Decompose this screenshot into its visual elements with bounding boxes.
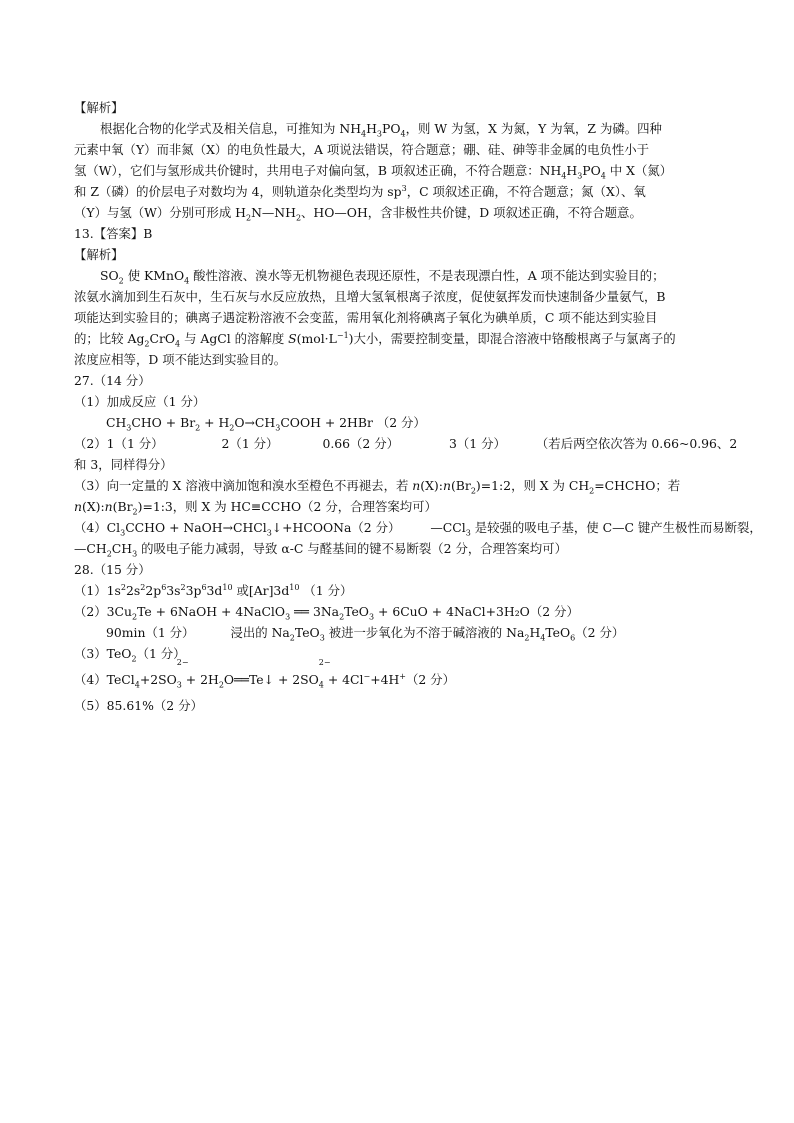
text: ，C 项叙述正确，不符合题意；氮（X）、氧 xyxy=(406,184,646,199)
text: 浸出的 Na xyxy=(230,625,290,640)
subscript: 3 xyxy=(465,528,471,538)
text: CHO + Br xyxy=(131,415,196,430)
italic-symbol: S xyxy=(288,331,297,346)
text: O══Te↓ + 2SO xyxy=(223,672,319,687)
subscript: 3 xyxy=(176,680,182,690)
text: （Y）与氢（W）分别可形成 H xyxy=(74,205,246,220)
paragraph-line xyxy=(74,139,734,160)
subscript: 2 xyxy=(245,213,252,223)
text: 浓度应相等，D 项不能达到实验目的。 xyxy=(74,352,287,367)
text: 元素中氧（Y）而非氮（X）的电负性最大，A 项说法错误，符合题意；硼、硅、砷等非金属的电负性小于 xyxy=(74,142,650,157)
answer-line xyxy=(74,658,734,690)
superscript: + xyxy=(399,671,406,681)
text: 酸性溶液、溴水等无机物褪色表现还原性，不是表现漂白性，A 项不能达到实验目的； xyxy=(189,268,665,283)
answer-line xyxy=(74,580,734,601)
text: （3）TeO xyxy=(74,646,132,661)
answer-line xyxy=(74,517,762,538)
text: 3s xyxy=(166,583,181,598)
subscript: 2 xyxy=(470,486,476,496)
subscript: 2 xyxy=(144,339,150,349)
text: 是较强的吸电子基，使 C—C 键产生极性而易断裂， xyxy=(470,520,762,535)
subscript: 3 xyxy=(120,528,126,538)
text: (X): xyxy=(420,478,443,493)
superscript: 6 xyxy=(161,582,167,592)
text: H xyxy=(529,625,541,640)
superscript: 2 xyxy=(180,582,186,592)
superscript: 6 xyxy=(201,582,207,592)
subscript: 4 xyxy=(600,171,606,181)
text: 的吸电子能力减弱，导致 α-C 与醛基间的键不易断裂（2 分，合理答案均可） xyxy=(137,541,567,556)
text: PO xyxy=(582,163,601,178)
text: TeO xyxy=(294,625,320,640)
ion-charge-stack xyxy=(176,658,189,690)
text: + 2H xyxy=(181,672,219,687)
paragraph-line xyxy=(74,328,734,349)
subscript: 2 xyxy=(106,549,112,559)
subscript: 2 xyxy=(229,423,235,433)
superscript: 2 xyxy=(140,582,146,592)
text: 使 KMnO xyxy=(123,268,185,283)
text: )=1:2，则 X 为 CH xyxy=(475,478,590,493)
charge: 2− xyxy=(318,658,331,667)
text: 和 Z（磷）的价层电子对数均为 4，则轨道杂化类型均为 sp xyxy=(74,184,402,199)
superscript: − xyxy=(363,671,371,681)
text: + H xyxy=(200,415,230,430)
text: 被进一步氧化为不溶于碱溶液的 Na xyxy=(324,625,525,640)
text: 13.【答案】B xyxy=(74,226,153,241)
text: 与 AgCl 的溶解度 xyxy=(180,331,289,346)
text: 中 X（氮） xyxy=(605,163,673,178)
subscript: 4 xyxy=(540,633,546,643)
subscript: 3 xyxy=(266,528,272,538)
text: CrO xyxy=(149,331,176,346)
answer-line xyxy=(74,643,734,664)
subscript: 4 xyxy=(184,276,190,286)
text: 浓氨水滴加到生石灰中，生石灰与水反应放热，且增大氢氧根离子浓度，促使氨挥发而快速制备少量氨气，B xyxy=(74,289,666,304)
text: ══ 3Na xyxy=(290,604,340,619)
text: 项能达到实验目的；碘离子遇淀粉溶液不会变蓝，需用氧化剂将碘离子氧化为碘单质，C 项不能达到实验目 xyxy=(74,310,658,325)
text: +4H xyxy=(370,672,400,687)
text: 0.66（2 分） xyxy=(322,436,400,451)
subscript: 3 xyxy=(319,633,325,643)
subscript: 2 xyxy=(132,507,138,517)
subscript: 3 xyxy=(577,171,583,181)
text: —CCl xyxy=(430,520,466,535)
text: CH xyxy=(111,541,133,556)
subscript: 3 xyxy=(368,612,375,622)
answer-line xyxy=(74,496,734,517)
subscript: 4 xyxy=(361,129,367,139)
subscript: 4 xyxy=(175,339,181,349)
text: （若后两空依次答为 0.66~0.96、2 xyxy=(535,436,738,451)
question-heading xyxy=(74,223,734,244)
paragraph-line xyxy=(74,118,734,139)
subscript: 2 xyxy=(132,612,138,622)
text: （5）85.61%（2 分） xyxy=(74,698,203,713)
charge: 2− xyxy=(176,658,189,667)
text: （1）1s xyxy=(74,583,121,598)
subscript: 2 xyxy=(289,633,295,643)
text: O→CH xyxy=(234,415,276,430)
text: 、HO—OH，含非极性共价键，D 项叙述正确，不符合题意。 xyxy=(301,205,642,220)
answer-content xyxy=(74,97,762,716)
text: SO xyxy=(100,268,119,283)
subscript: 3 xyxy=(126,423,132,433)
subscript: 3 xyxy=(285,612,291,622)
question-heading xyxy=(74,370,734,391)
text: （1 分） xyxy=(136,646,186,661)
answer-line xyxy=(74,391,734,412)
superscript: 10 xyxy=(289,582,300,592)
text: TeO xyxy=(344,604,369,619)
ion-charge-stack xyxy=(318,658,331,690)
superscript: 10 xyxy=(222,582,233,592)
subscript: 4 xyxy=(400,129,406,139)
section-label xyxy=(74,244,734,265)
text: （1）加成反应（1 分） xyxy=(74,394,206,409)
paragraph-line xyxy=(74,265,734,286)
answer-line xyxy=(74,538,734,559)
text: TeO xyxy=(545,625,571,640)
text: (X): xyxy=(81,499,105,514)
paragraph-line xyxy=(74,307,734,328)
answer-line xyxy=(74,622,734,643)
text: 2s xyxy=(126,583,141,598)
superscript: 2 xyxy=(120,582,127,592)
subscript: 3 xyxy=(132,549,138,559)
subscript: 2 xyxy=(589,486,595,496)
text: N—NH xyxy=(251,205,296,220)
text: CCHO + NaOH→CHCl xyxy=(125,520,267,535)
text: Te + 6NaOH + 4NaClO xyxy=(137,604,286,619)
subscript: 2 xyxy=(118,276,124,286)
text: 3（1 分） xyxy=(449,436,506,451)
answer-line xyxy=(74,454,734,475)
text: （2）1（1 分） xyxy=(74,436,164,451)
superscript: −1 xyxy=(336,330,349,340)
text: （1 分） xyxy=(299,583,353,598)
text: 根据化合物的化学式及相关信息，可推知为 NH xyxy=(100,121,362,136)
text: + 6CuO + 4NaCl+3H₂O（2 分） xyxy=(374,604,579,619)
subscript: 4 xyxy=(318,680,324,690)
section-label xyxy=(74,97,734,118)
text: H xyxy=(566,163,578,178)
text: 3p xyxy=(185,583,202,598)
question-heading xyxy=(74,559,734,580)
subscript: 2 xyxy=(339,612,345,622)
answer-line xyxy=(74,475,734,496)
text: （2 分） xyxy=(575,625,625,640)
text: （2）3Cu xyxy=(74,604,133,619)
subscript: 2 xyxy=(218,680,224,690)
text: 和 3，同样得分） xyxy=(74,457,173,472)
subscript: 2 xyxy=(131,654,137,664)
equation-line xyxy=(74,412,734,433)
superscript: 3 xyxy=(401,183,407,193)
label-text: 【解析】 xyxy=(74,247,124,262)
text: ，则 W 为氢，X 为氮，Y 为氧，Z 为磷。四种 xyxy=(405,121,662,136)
text: 90min（1 分） xyxy=(106,625,195,640)
paragraph-line xyxy=(74,286,734,307)
italic-symbol: n xyxy=(74,499,82,514)
subscript: 2 xyxy=(524,633,530,643)
text: 的；比较 Ag xyxy=(74,331,145,346)
text: 2p xyxy=(145,583,162,598)
text: 氢（W），它们与氢形成共价键时，共用电子对偏向氢，B 项叙述正确，不符合题意：NH xyxy=(74,163,562,178)
paragraph-line xyxy=(74,202,734,223)
text: 或[Ar]3d xyxy=(232,583,290,598)
answer-line xyxy=(74,695,734,716)
subscript: 2 xyxy=(295,213,302,223)
text: 27.（14 分） xyxy=(74,373,151,388)
text: 28.（15 分） xyxy=(74,562,151,577)
text: （3）向一定量的 X 溶液中滴加饱和溴水至橙色不再褪去，若 xyxy=(74,478,413,493)
text: （4）TeCl xyxy=(74,672,135,687)
subscript: 4 xyxy=(561,171,567,181)
text: CH xyxy=(106,415,127,430)
text: (Br xyxy=(112,499,133,514)
text: +2SO xyxy=(139,672,177,687)
text: H xyxy=(366,121,377,136)
text: + 4Cl xyxy=(323,672,364,687)
text: (mol·L xyxy=(296,331,337,346)
text: ↓+HCOONa（2 分） xyxy=(271,520,401,535)
text: 3d xyxy=(206,583,223,598)
text: 2（1 分） xyxy=(221,436,279,451)
text: )大小，需要控制变量，即混合溶液中铬酸根离子与氯离子的 xyxy=(348,331,676,346)
subscript: 3 xyxy=(376,129,383,139)
paragraph-line xyxy=(74,349,734,370)
text: )=1:3，则 X 为 HC≡CCHO（2 分，合理答案均可） xyxy=(137,499,437,514)
answer-line xyxy=(74,601,734,622)
text: （4）Cl xyxy=(74,520,121,535)
subscript: 2 xyxy=(195,423,201,433)
label-text: 【解析】 xyxy=(74,100,124,115)
italic-symbol: n xyxy=(442,478,451,493)
text: —CH xyxy=(74,541,107,556)
text: (Br xyxy=(450,478,471,493)
text: COOH + 2HBr （2 分） xyxy=(280,415,426,430)
text: PO xyxy=(382,121,401,136)
subscript: 4 xyxy=(134,680,140,690)
italic-symbol: n xyxy=(412,478,421,493)
subscript: 3 xyxy=(275,423,281,433)
text: =CHCHO；若 xyxy=(594,478,681,493)
italic-symbol: n xyxy=(104,499,113,514)
answer-line xyxy=(74,433,738,454)
text: （2 分） xyxy=(405,672,455,687)
subscript: 6 xyxy=(570,633,576,643)
paragraph-line xyxy=(74,181,734,202)
paragraph-line xyxy=(74,160,734,181)
